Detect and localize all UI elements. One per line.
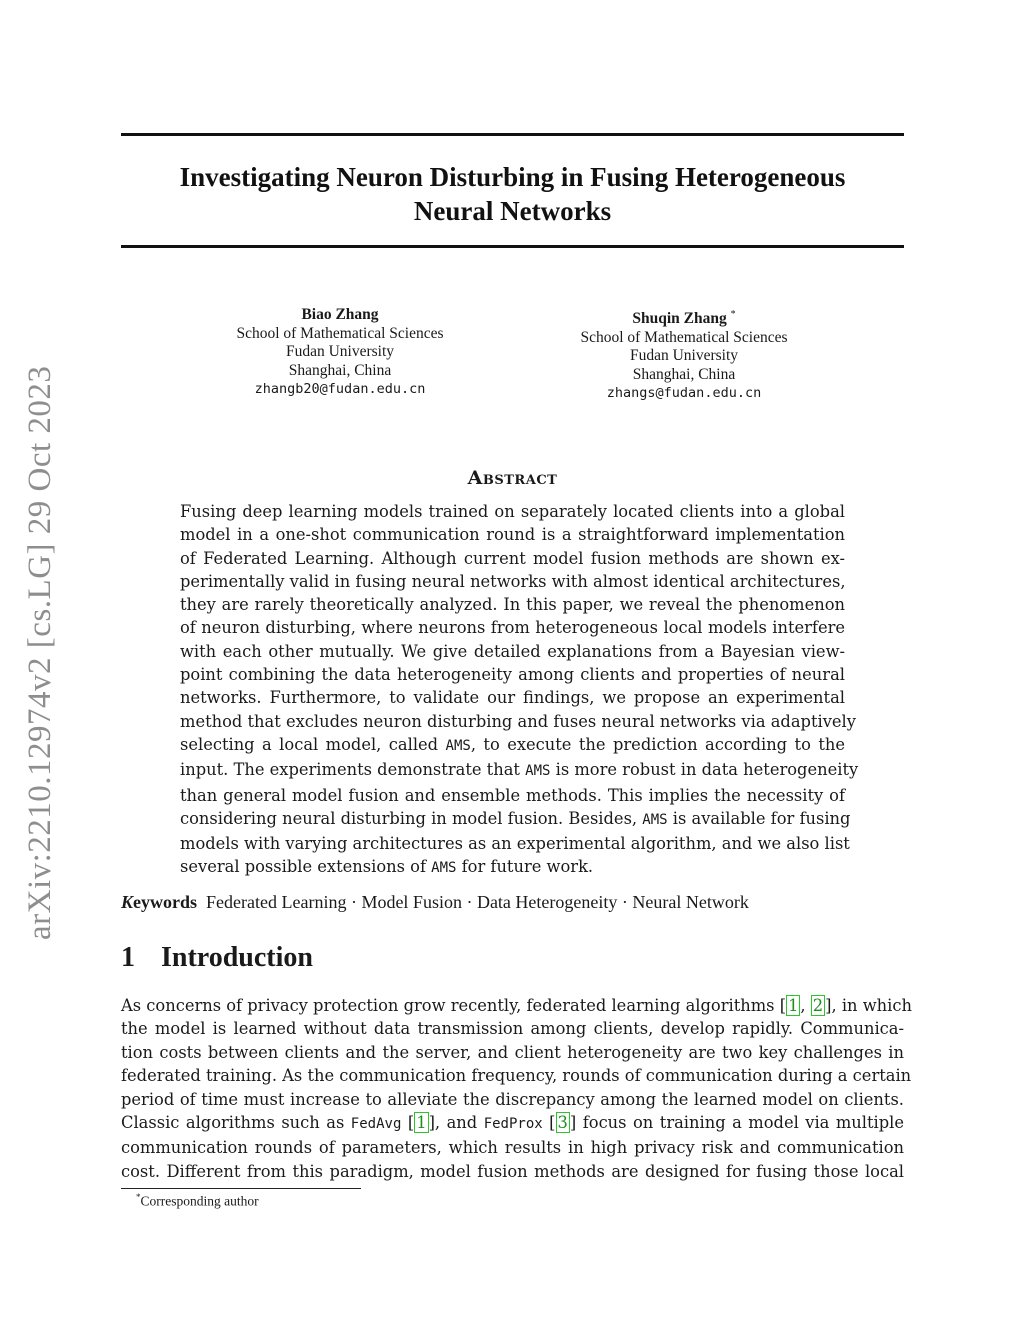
author-location: Shanghai, China <box>288 361 392 379</box>
author-name: Biao Zhang <box>301 306 379 323</box>
author-email[interactable]: zhangb20@fudan.edu.cn <box>254 381 426 397</box>
author-affiliation: School of Mathematical Sciences <box>580 328 788 346</box>
abstract-heading: Abstract <box>467 467 558 489</box>
citation-link[interactable]: 2 <box>812 996 824 1015</box>
abstract-line: models with varying architectures as an experimental algorithm, and we also list <box>180 834 850 854</box>
author-name: Shuqin Zhang * <box>632 309 736 328</box>
abstract-line: with each other mutually. We give detailed explanations from a Bayesian view- <box>180 641 845 661</box>
footnote-rule <box>121 1188 361 1189</box>
section-number: 1 <box>121 942 135 973</box>
ams-term: AMS <box>431 860 457 877</box>
title-line-1: Investigating Neuron Disturbing in Fusing Heterogeneous <box>179 162 846 192</box>
fedprox-term: FedProx <box>483 1116 543 1133</box>
keywords-label: Keywords <box>121 892 198 912</box>
citation-link[interactable]: 1 <box>788 996 799 1015</box>
citation-link[interactable]: 1 <box>416 1113 427 1133</box>
intro-line: Classic algorithms such as FedAvg [ 1 ], and FedProx [ 3 ] focus on training a model via multiple <box>121 1113 905 1133</box>
author-location: Shanghai, China <box>632 365 736 383</box>
abstract-line: Fusing deep learning models trained on separately located clients into a global <box>180 502 845 521</box>
keywords-line <box>121 890 904 914</box>
section-heading <box>121 940 313 976</box>
fedavg-term: FedAvg <box>350 1116 402 1133</box>
intro-line: period of time must increase to alleviate the discrepancy among the learned model on clients. <box>121 1089 904 1109</box>
intro-line: cost. Different from this paradigm, model fusion methods are designed for fusing those local <box>121 1161 904 1181</box>
abstract-line: several possible extensions of AMS for future work. <box>180 857 594 877</box>
footnote-marker: * <box>136 1192 141 1202</box>
abstract-line: input. The experiments demonstrate that AMS is more robust in data heterogeneity <box>180 760 859 780</box>
abstract-line: perimentally valid in fusing neural networks with almost identical architectures, <box>180 571 846 591</box>
footnote <box>136 1192 259 1210</box>
abstract-line: model in a one-shot communication round is a straightforward implementation <box>180 525 845 545</box>
ams-term: AMS <box>642 811 668 828</box>
author-university: Fudan University <box>629 347 739 365</box>
title-bottom-rule <box>121 245 904 248</box>
abstract-line: of neuron disturbing, where neurons from heterogeneous local models interfere <box>180 618 845 638</box>
intro-line: federated training. As the communication frequency, rounds of communication during a certain <box>121 1066 912 1086</box>
intro-line: the model is learned without data transmission among clients, develop rapidly. Communica- <box>121 1019 904 1039</box>
author-block-1 <box>180 306 500 399</box>
introduction-body <box>121 994 912 1183</box>
ams-term: AMS <box>525 763 551 780</box>
intro-line: communication rounds of parameters, which results in high privacy risk and communication <box>121 1138 904 1158</box>
title-line-2: Neural Networks <box>413 196 612 226</box>
abstract-line: considering neural disturbing in model fusion. Besides, AMS is available for fusing <box>180 808 851 828</box>
title-top-rule <box>121 133 904 136</box>
intro-line: As concerns of privacy protection grow recently, federated learning algorithms [ 1 , 2 ], in which <box>121 996 912 1015</box>
abstract-body <box>180 500 859 881</box>
intro-line: tion costs between clients and the server, and client heterogeneity are two key challenges in <box>121 1042 904 1062</box>
author-affiliation: School of Mathematical Sciences <box>236 324 444 342</box>
section-title: Introduction <box>161 942 313 973</box>
abstract-line: they are rarely theoretically analyzed. In this paper, we reveal the phenomenon <box>180 595 845 615</box>
abstract-line: selecting a local model, called AMS, to execute the prediction according to the <box>180 734 845 754</box>
corresponding-marker: * <box>730 309 736 320</box>
paper-title <box>121 160 904 228</box>
abstract-line: networks. Furthermore, to validate our findings, we propose an experimental <box>180 688 845 708</box>
abstract-line: than general model fusion and ensemble methods. This implies the necessity of <box>180 785 845 805</box>
citation-link[interactable]: 3 <box>557 1113 568 1133</box>
ams-term: AMS <box>445 737 471 754</box>
keywords-list: Federated Learning · Model Fusion · Data Heterogeneity · Neural Network <box>206 892 749 912</box>
footnote-text: Corresponding author <box>140 1193 259 1209</box>
author-block-2 <box>524 306 844 403</box>
author-university: Fudan University <box>285 343 395 360</box>
arxiv-identifier: arXiv:2210.12974v2 [cs.LG] 29 Oct 2023 <box>22 365 58 940</box>
abstract-line: method that excludes neuron disturbing and fuses neural networks via adaptively <box>180 711 856 731</box>
author-email[interactable]: zhangs@fudan.edu.cn <box>606 385 762 402</box>
abstract-line: point combining the data heterogeneity among clients and properties of neural <box>180 665 845 685</box>
abstract-line: of Federated Learning. Although current model fusion methods are shown ex- <box>180 548 845 568</box>
